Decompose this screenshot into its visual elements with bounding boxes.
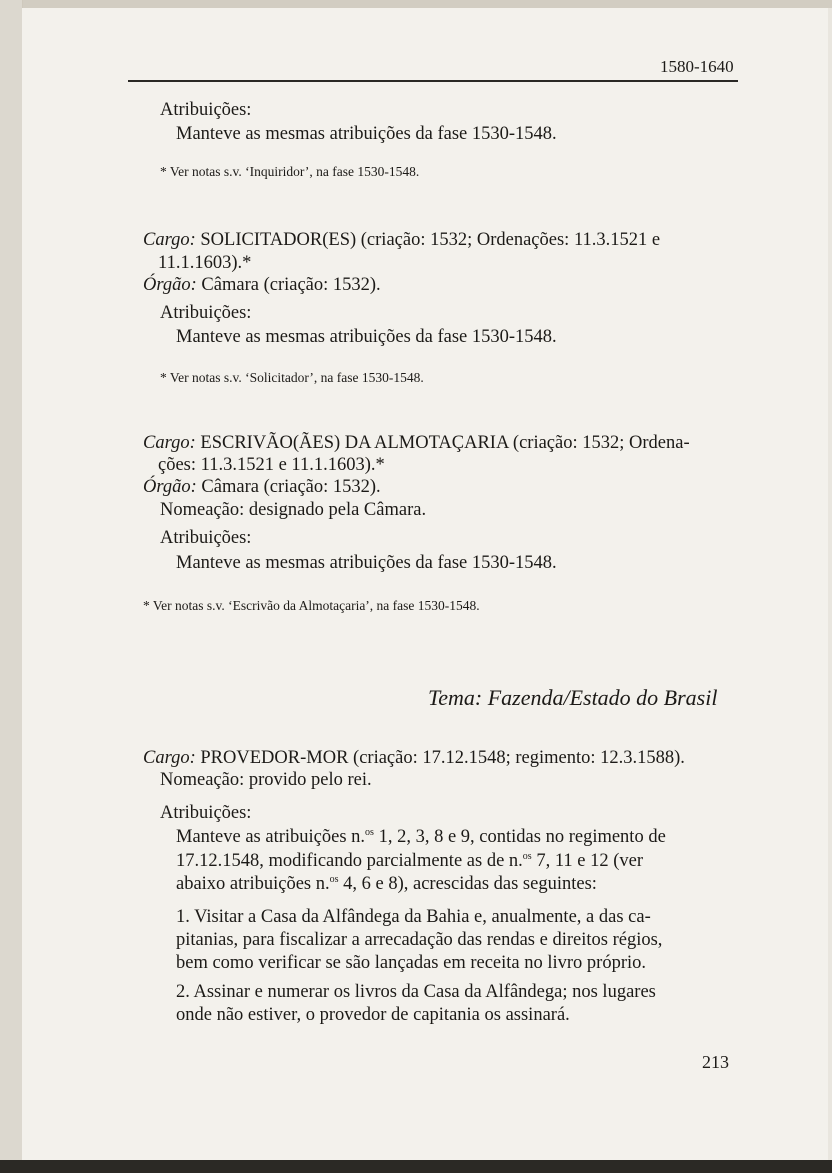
running-head: 1580-1640: [660, 57, 734, 76]
cargo-text: SOLICITADOR(ES) (criação: 1532; Ordenações: 11.3.1521 e: [200, 230, 661, 250]
superscript: os: [522, 851, 532, 862]
nomeacao-text: Nomeação: provido pelo rei.: [160, 770, 372, 790]
cargo-line-2: 11.1.1603).*: [158, 253, 252, 273]
cargo-line: [143, 433, 690, 454]
cargo-label: Cargo:: [143, 433, 196, 453]
list-item-line: 1. Visitar a Casa da Alfândega da Bahia e, anualmente, a das ca-: [176, 907, 651, 927]
footnote: * Ver notas s.v. ‘Inquiridor’, na fase 1530-1548.: [160, 164, 420, 179]
list-item-line: pitanias, para fiscalizar a arrecadação das rendas e direitos régios,: [176, 930, 663, 950]
orgao-label: Órgão:: [143, 477, 197, 497]
orgao-label: Órgão:: [143, 275, 197, 295]
header-rule: [128, 80, 738, 82]
text-fragment: 17.12.1548, modificando parcialmente as de n.: [176, 851, 523, 871]
attributions-text: Manteve as mesmas atribuições da fase 1530-1548.: [176, 124, 557, 144]
text-fragment: 1, 2, 3, 8 e 9, contidas no regimento de: [373, 827, 666, 847]
nomeacao-text: Nomeação: designado pela Câmara.: [160, 500, 427, 520]
orgao-line: [143, 275, 381, 296]
list-item-line: 2. Assinar e numerar os livros da Casa da Alfândega; nos lugares: [176, 982, 656, 1002]
paragraph-line: [176, 851, 643, 872]
orgao-line: [143, 477, 381, 498]
text-fragment: 7, 11 e 12 (ver: [531, 851, 643, 871]
page-number: 213: [702, 1052, 729, 1072]
superscript: os: [365, 827, 374, 838]
cargo-line-2: ções: 11.3.1521 e 11.1.1603).*: [158, 455, 385, 475]
book-binding-edge: [0, 0, 23, 1173]
cargo-line: [143, 748, 685, 769]
paragraph-line: [176, 827, 666, 848]
paragraph-line: [176, 874, 597, 895]
cargo-text: PROVEDOR-MOR (criação: 17.12.1548; regimento: 12.3.1588).: [200, 748, 685, 768]
section-heading: Tema: Fazenda/Estado do Brasil: [428, 685, 718, 710]
attributions-label: Atribuições:: [160, 528, 252, 548]
attributions-text: Manteve as mesmas atribuições da fase 1530-1548.: [176, 327, 557, 347]
orgao-text: Câmara (criação: 1532).: [201, 477, 381, 497]
list-item-line: onde não estiver, o provedor de capitania os assinará.: [176, 1005, 570, 1025]
footnote: * Ver notas s.v. ‘Escrivão da Almotaçaria’, na fase 1530-1548.: [143, 598, 480, 613]
list-item-line: bem como verificar se são lançadas em receita no livro próprio.: [176, 953, 647, 973]
cargo-line: [143, 230, 738, 251]
footnote: * Ver notas s.v. ‘Solicitador’, na fase 1530-1548.: [160, 370, 424, 385]
orgao-text: Câmara (criação: 1532).: [201, 275, 381, 295]
text-fragment: Manteve as atribuições n.: [176, 827, 366, 847]
attributions-label: Atribuições:: [160, 100, 252, 120]
attributions-label: Atribuições:: [160, 303, 252, 323]
page-top-edge: [0, 0, 832, 8]
text-fragment: 4, 6 e 8), acrescidas das seguintes:: [338, 874, 597, 894]
superscript: os: [329, 874, 339, 885]
attributions-text: Manteve as mesmas atribuições da fase 1530-1548.: [176, 553, 557, 573]
cargo-label: Cargo:: [143, 748, 196, 768]
page-bottom-edge: [0, 1160, 832, 1173]
text-fragment: abaixo atribuições n.: [176, 874, 330, 894]
cargo-label: Cargo:: [143, 230, 196, 250]
attributions-label: Atribuições:: [160, 803, 252, 823]
cargo-text: ESCRIVÃO(ÃES) DA ALMOTAÇARIA (criação: 1532; Ordena-: [200, 433, 690, 453]
